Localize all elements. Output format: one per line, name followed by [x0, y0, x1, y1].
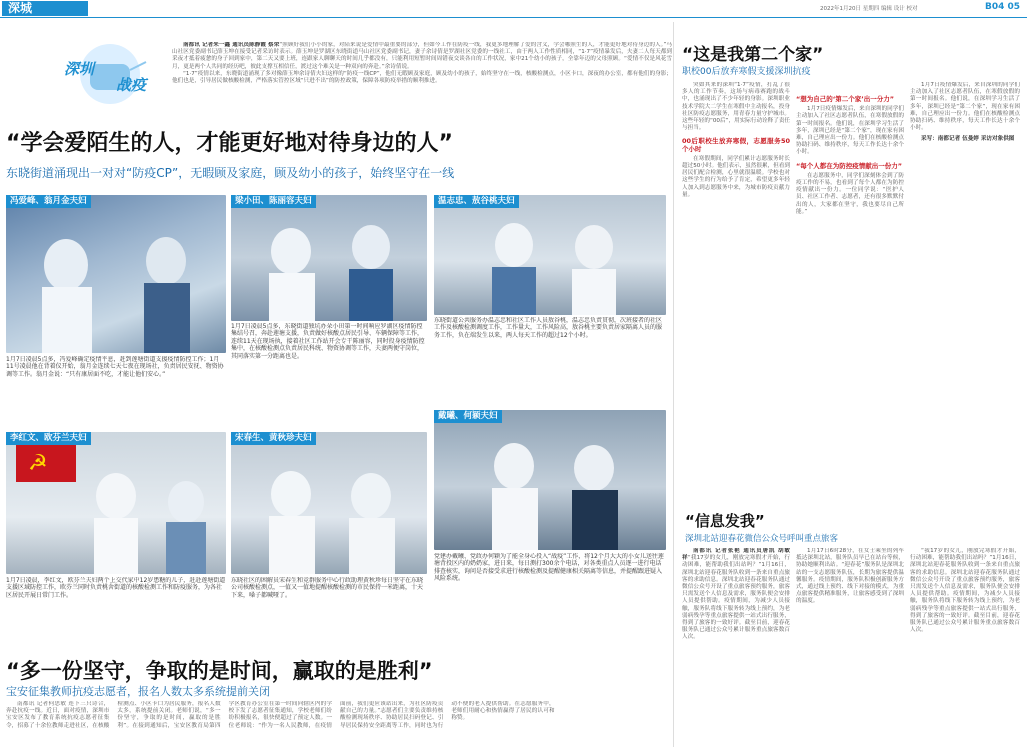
right-top-subhead: 职校00后放弃寒假支援深圳抗疫 — [682, 67, 811, 77]
intro-paragraph-1: “照顾好我们小小的家，对陪来说是爱情中最重要的部分，但如今工作在防疫一线，我更多地理解了爱的含义，学会哪照生的人，才能更好地对待身边的人。”马山社区党委副书记薛玉坤在接受记者采访时表示。薛玉坤是罗湖区东晓街道马山社区党委副书记，妻子余诗倩是罗湖社区党委的一线社工，由于两人工作性质相同，“1·7”疫情暴发后，夫妻二人每天都到采夜才抵着疲惫的身子回到家中，第二天又要上班，连跟家人聊聊天的时间几乎都没有，只能利用短暂时间周错夜交谈各自的工作状况，家中21个幼小的孩子，全靠年迈的父母照顾。“爱情不仅是风花雪月，更是两个人共同的经历吧，彼此支撑互相信任，渡过这个难关是一种双向的奔赴。”余诗倩说。 — [172, 42, 672, 70]
logo-word-1: 深圳 — [64, 60, 95, 78]
photo-li-ou — [6, 432, 226, 574]
header-bar — [0, 0, 1027, 17]
right-top-headline: “这是我第二个家” — [682, 45, 824, 65]
photo-figures — [6, 432, 226, 574]
intro-paragraph-2: “1·7”疫情以来，东晓街道涌现了多对像薛玉坤余诗倩夫妇这样的“防疫一线CP”，他们无暇顾及家庭，顾及幼小的孩子，始终坚守在一线，核酸检测点，小区卡口，深夜的办公室，都有他们的身影；他们也是，引导居民做核酸检测，严格落实管控区域“只进不出”的防控政策，保障各项防疫举措的顺利推进。 — [172, 70, 672, 85]
photo-label-5: 宋春生、黄秋珍夫妇 — [231, 432, 316, 445]
photo-label-4: 李红文、欧芬兰夫妇 — [6, 432, 91, 445]
right-top-p1: 突如其来的深圳“1·7”疫情，打乱了很多人的工作节奏，这场与病毒赛跑的战斗中，也涌现出了不少年轻的身影。深圳职业技术学院大二学生在寒假中主动报名，投身社区防疫志愿服务，用青春力量守护城市。这些年轻的“00后”，用实际行动诠释了责任与担当。 — [682, 82, 790, 132]
bottom-body — [6, 701, 666, 748]
right-top-subhead-1: 00后职校生放弃寒假，志愿服务50个小时 — [682, 137, 790, 153]
column-divider — [673, 22, 674, 747]
right-top-p2-cont: 1月7日疫情爆发后，来自深圳的同学们主动加入了社区志愿者队伍，在寒假放假的第一时间报名。他们说，在深圳学习生活了多年，深圳已经是“第二个家”，现在家有困难，自己理应出一份力。他们在核酸检测点协助扫码、维持秩序，每天工作长达十余个小时。 — [910, 82, 1020, 132]
photo-caption-3: 东晓街道公共服务办温志忠和社区工作人员敖谷桃，温志忠负责贯彻，次班接者的社区工作及核酸检测调度工作，工作量大，工作风险高，敖谷桃主要负责居家隔离人员的服务工作，负在端发生以来，两人每天工作的超过12个小时。 — [434, 317, 663, 339]
right-top-col2 — [796, 82, 904, 507]
photo-caption-4: 1月7日凌晨，李红文，欧芬兰夫妇两个上交代家中12岁患糖的儿子，赶赴莲塘街道支援区域防控工作，欧芬兰同时负责桃舍街道的核酸检测工作和防疫服务，为各社区居民开展日常门工作。 — [6, 577, 226, 599]
section-tag: 深城 — [2, 1, 88, 16]
photo-label-1: 冯爱峰、翁月金夫妇 — [6, 195, 91, 208]
svg-text:☭: ☭ — [28, 451, 48, 476]
photo-song-huang — [231, 432, 427, 574]
photo-figures — [231, 432, 427, 574]
hero-intro — [172, 42, 672, 114]
right-top-p3: 在寒假期间，同学们累计志愿服务时长超过50小时。他们表示，虽然很累，但看到居民们配合检测，心里就很温暖。学校也对这些学生的行为给予了肯定，希望更多年轻人加入到志愿服务中来，为城市防疫贡献力量。 — [682, 155, 790, 198]
main-headline: “学会爱陌生的人，才能更好地对待身边的人” — [6, 131, 453, 156]
photo-caption-5: 东晓社区的困解员宋春生和竞群服务中心行政助理黄秋珍每日坚守在东晓公司核酸检测点，一值又一值地提醒核酸检测的市民保持一米距离，十天下来，嗓子都喊哑了。 — [231, 577, 424, 599]
photo-dai-he — [434, 410, 666, 550]
right-top-subhead-2: “想为自己的‘第二个家’出一分力” — [796, 95, 894, 103]
bottom-paragraph: 南都讯 记者何思敏 连下三只诗合，奔赴抗疫一线。近日，面对疫情，深圳市宝安区发布了教育系统抗疫志愿者征集令，招募了十余位教师走进社区，在核酸检测点、小区卡口为居民服务，报名人数太多，系统提前关闭。老师们说，“多一份坚守，争取的是时间，赢取的是胜利”。在接到通知后，宝安区教育局第四学区教育办公室在第一时间向辖区内的学校下发了志愿者征集通知，学校老师们纷纷积极报名，很快便超过了预定人数。一位老师说：“作为一名人民教师，在疫情面前，我们更应该站出来，为社区防疫贡献自己的力量。”志愿者们主要负责维持核酸检测现场秩序、协助居民扫码登记、引导居民保持安全距离等工作，同时也为行动不便的老人提供帮助。在志愿服务中，老师们用耐心和热情赢得了居民的认可和称赞。 — [6, 701, 555, 729]
photo-wen-ao — [434, 195, 666, 315]
photo-liang-chen — [231, 195, 427, 321]
right-top-col1 — [682, 82, 790, 507]
photo-figures — [434, 410, 666, 550]
right-bottom-p3: “我17岁的女儿，刚放完寒假才开始，行动困难，能帮助我们出站吗？”1月16日，深圳北站迎春花服务队收到一条来自重点旅客的求助信息。深圳北站迎春花服务队通过微信公众号开设了重点旅客预约服务，旅客只需发送个人信息及需求，服务队便会安排人员提供帮助。疫情期间，为减少人员接触，服务队将线下服务转为线上预约，为老弱病残孕等重点旅客提供一站式出行服务，得到了旅客的一致好评。截至目前，迎春花服务队已通过公众号累计服务重点旅客数百人次。 — [910, 548, 1020, 634]
photo-caption-1: 1月7日凌晨5点多，冯爱峰确定疫情平息，赶到莲塘街道支援疫情防控工作；1月11号凌晨他在背着仪开始，翁月金连续七天七夜在现场社，负责居民安抚、物资协调等工作。翁月金说：“只有康居面不吃，才能让他们安心。” — [6, 356, 224, 378]
photo-caption-2: 1月7日凌晨5点多，东晓街道独坑办朵小田第一时间响应罗湖区疫情防控集结号召，奔赴莲塘支援，负责做好核酸点居民引导、车辆保障等工作，连续11天在现场执，接着社区工作站开会专干陈丽容，同时投身疫情防控集中，在核酸检测点负责居民科统、物资协调等工作，夫妻两便守岗位，其同落实第一分距离也是。 — [231, 323, 425, 360]
right-bottom-p1: “我17岁的女儿，刚放完寒假才开始，行动困难，能帮助我们出站吗？”1月16日，深圳北站迎春花服务队收到一条来自重点旅客的求助信息。深圳北站迎春花服务队通过微信公众号开设了重点旅客预约服务，旅客只需发送个人信息及需求，服务队便会安排人员提供帮助。疫情期间，为减少人员接触，服务队将线下服务转为线上预约，为老弱病残孕等重点旅客提供一站式出行服务，得到了旅客的一致好评。截至目前，迎春花服务队已通过公众号累计服务重点旅客数百人次。 — [682, 555, 790, 641]
intro-byline: 南都讯 记者朱一鑫 通讯员陈静霞 蔡荣 — [183, 42, 280, 48]
right-top-p4: 在志愿服务中，同学们深刻体会到了防疫工作的不易，也看到了每个人都在为防控疫情献出一份力。一位同学说：“医护人员、社区工作者、志愿者，还有很多默默付出的人，大家都在坚守，我也要尽自己所能。” — [796, 172, 904, 215]
right-bottom-col2 — [796, 548, 904, 746]
header-rule — [0, 17, 1027, 18]
right-bottom-col1 — [682, 548, 790, 746]
photo-label-3: 温志忠、敖谷桃夫妇 — [434, 195, 519, 208]
photo-figures — [231, 195, 427, 321]
right-top-subhead-3: “每个人都在为防控疫情献出一份力” — [796, 161, 903, 170]
right-bottom-col3 — [910, 548, 1020, 746]
page-number: B04 05 — [985, 2, 1021, 12]
bottom-subhead: 宝安征集教师抗疫志愿者，报名人数太多系统提前关闭 — [6, 685, 270, 698]
bottom-headline: “多一份坚守，争取的是时间，赢取的是胜利” — [6, 659, 433, 683]
main-subhead: 东晓街道涌现出一对对“防疫CP”，无暇顾及家庭，顾及幼小的孩子，始终坚守在一线 — [6, 166, 455, 180]
right-top-col3 — [910, 82, 1020, 507]
photo-label-2: 梁小田、陈丽容夫妇 — [231, 195, 316, 208]
photo-figures — [6, 195, 226, 353]
right-bottom-byline: 南都讯 记者张艳 通讯员唐凯 胡敏祥 — [682, 548, 790, 562]
photo-figures — [434, 195, 666, 315]
right-bottom-headline: “信息发我” — [685, 512, 765, 530]
hero-logo — [60, 40, 160, 108]
photo-label-6: 戴曦、何颖夫妇 — [434, 410, 502, 423]
photo-feng-weng — [6, 195, 226, 353]
right-top-p2: 1月7日疫情爆发后，来自深圳的同学们主动加入了社区志愿者队伍，在寒假放假的第一时间报名。他们说，在深圳学习生活了多年，深圳已经是“第二个家”，现在家有困难，自己理应出一份力。他们在核酸检测点协助扫码、维持秩序，每天工作长达十余个小时。 — [796, 106, 904, 156]
right-bottom-p2: 1月17日6时28分，在女士乘坐的列车抵达深圳北站，服务队员早已在站台等候，协助她顺利出站。“迎春花”服务队是深圳北站的一支志愿服务队伍，长期为旅客提供温馨服务。疫情期间，服务队积极创新服务方式，通过线上预约、线下对接的模式，为重点旅客提供精准服务，让旅客感受到了深圳的温度。 — [796, 548, 904, 605]
right-bottom-subhead: 深圳北站迎春花微信公众号呼叫重点旅客 — [685, 534, 839, 544]
date-line: 2022年1月20日 星期四 编辑 设计 校对 — [820, 6, 918, 12]
logo-word-2: 战疫 — [116, 76, 147, 94]
photo-caption-6: 党建办戴曦、党政办何颖为了能全身心投入“战疫”工作，将12个月大大的小女儿送往莲塘背投区内的奶奶家，进日来，每日测打300余个电话，对各类重点人员逐一进行电话排查核实，询问是否接受求进行核酸检测及提醒健康相关隔离等信息，并提醒跟进疑入风险系统。 — [434, 553, 664, 583]
right-top-byline: 采写：南都记者 伍曼婷 采访对象供图 — [921, 136, 1015, 143]
